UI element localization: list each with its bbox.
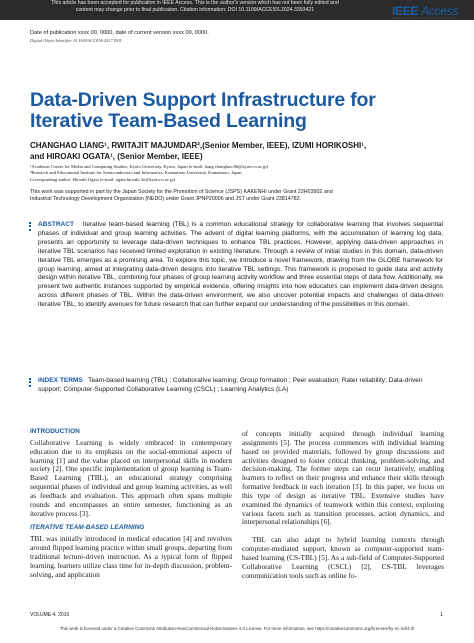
volume-label: VOLUME 4, 2016 [30,612,70,618]
affiliation-2: ²Research and Educational Institute for Semiconductors and Informatics, Kumamoto University, Kumamoto, Japan [30,170,242,176]
logo-tagline: Multidisciplinary | Rapid Review | Open Access Journal [392,17,456,20]
iterative-tbl-heading: ITERATIVE TEAM-BASED LEARNING [30,524,145,532]
introduction-paragraph: Collaborative Learning is widely embraced in contemporary education due to its emphasis on the social-emotional aspects of learning [1] and the value placed on interpersonal skills in modern society [2]. One specific implementation of group learning is Team-Based Learning (TBL), an educational strategy comprising sequential phases of individual and group learning activities, as well as feedback and evaluation. This approach often spans multiple rounds and encompasses an entire semester, functioning as an iterative process [3]. [30,437,232,518]
authors-line-1: CHANGHAO LIANG¹, RWITAJIT MAJUMDAR²,(Senior Member, IEEE), IZUMI HORIKOSHI¹, [30,141,367,150]
title-line-1: Data-Driven Support Infrastructure for [30,89,376,111]
corresponding-author: Corresponding author: Hiroaki Ogata (e-mail: ogata.hiroaki.3e@kyoto-u.ac.jp). [30,176,177,182]
left-column [30,428,232,580]
authors-line-2: and HIROAKI OGATA¹, (Senior Member, IEEE) [30,151,203,161]
right-paragraph-2: TBL can also adapt to hybrid learning contexts through computer-mediated support, known as computer-supported team-based learning (CS-TBL) [5]. As a sub-field of Computer-Supported Collaborative Learning (CSCL) [2], CS-TBL leverages communication tools such as online fo- [242,535,444,580]
notice-line-1: This article has been accepted for publication in IEEE Access. This is the author's version which has not been fully edited and [51,0,339,6]
iterative-tbl-paragraph: TBL was initially introduced in medical education [4] and revolves around flipped learning practice within small groups, departing from traditional lecture-driven instruction. As a typical form of flipped learning, learners utilize class time for in-depth discussion, problem-solving, and application [30,534,232,579]
abstract [38,221,443,310]
author-list [30,141,450,162]
page-number: 1 [440,612,444,618]
affiliation-1: ¹Academic Center for Media and Computing Studies, Kyoto University, Kyoto, Japan (e-mail: liang.changhao.8h@kyoto-u.ac.jp) [30,164,269,169]
index-terms-label: INDEX TERMS [38,377,83,384]
logo-access: Access [421,4,459,18]
title-line-2: Iterative Team-Based Learning [30,110,307,132]
index-terms [38,377,443,395]
publication-date: Date of publication xxxx 00, 0000, date of current version xxxx 00, 0000. [30,30,209,36]
right-column [242,430,444,581]
funding-line-2: Industrial Technology Development Organization (NEDO) under Grant JPNP20006 and JST under Grant 23814782. [30,196,301,203]
abstract-marker-icon [29,222,32,232]
publication-notice [20,0,370,14]
abstract-label: ABSTRACT [38,221,75,228]
index-terms-marker-icon [29,378,32,388]
ieee-access-logo [392,4,468,21]
doi-line: Digital Object Identifier 10.1109/ACCESS.2017.DOI [30,38,122,43]
funding-statement [30,189,430,203]
right-paragraph-1: of concepts initially acquired through individual learning assignments [5]. The process commences with individual learning based on provided materials, followed by group discussions and activities designed to foster critical thinking, problem-solving, and decision-making. The former steps can recur iteratively, enabling learners to reflect on their progress and enhance their skills through formative feedback in each iteration [3]. In this paper, we focus on this type of design as iterative TBL. Extensive studies have examined the dynamics of teamwork within this context, exploring various facets such as transition processes, action dynamics, and interpersonal relationships [6]. [242,429,444,527]
affiliations [30,164,450,183]
notice-line-2: content may change prior to final publication. Citation information: DOI 10.1109/ACCESS.2024.3393421 [75,7,315,13]
funding-line-1: This work was supported in part by the Japan Society for the Promotion of Science (JSPS) KAKENHI under Grant 22H03902 and [30,189,333,195]
paper-title [30,90,376,132]
logo-ieee: IEEE [392,4,419,18]
abstract-text: Iterative team-based learning (TBL) is a common educational strategy for collaborative learning that involves sequential phases of individual and group learning activities. The advent of digital learning platforms, with the accumulation of learning log data, presents an opportunity to leverage data-driven techniques to enhance TBL practices. However, applying data-driven approaches in iterative TBL scenarios has received limited exploration in existing literature. Through a review of initial studies in this domain, data-driven iterative TBL emerges as a promising area. To explore this topic, we introduce a novel framework, drawing from the GLOBE framework for group learning, aimed at integrating data-driven designs into iterative TBL settings. This framework is proposed to guide data and activity design within iterative TBL, combining four phases of group learning activity workflow and three essential steps of data flow. Additionally, we present two authentic instances supported by empirical evidence, offering insights into how educators can implement data-driven designs across different phases of TBL. Within the data-driven environment, we also uncover potential impacts and challenges of data-driven iterative TBL, to identify avenues for future research that can further expand our understanding of the possibilities in this domain. [38,221,443,309]
index-terms-text: Team-based learning (TBL) ; Collaborative learning; Group formation ; Peer evaluation; Rater reliability; Data-driven support; Computer-Supported Collaborative Learning (CSCL) ; Learning Analytics (LA) [38,377,423,393]
introduction-heading: INTRODUCTION [30,428,80,435]
license-notice: This work is licensed under a Creative Commons Attribution-NonCommercial-NoDerivatives 4.0 License. For more information, see https://creativecommons.org/licenses/by-nc-nd/4.0/ [59,626,415,631]
